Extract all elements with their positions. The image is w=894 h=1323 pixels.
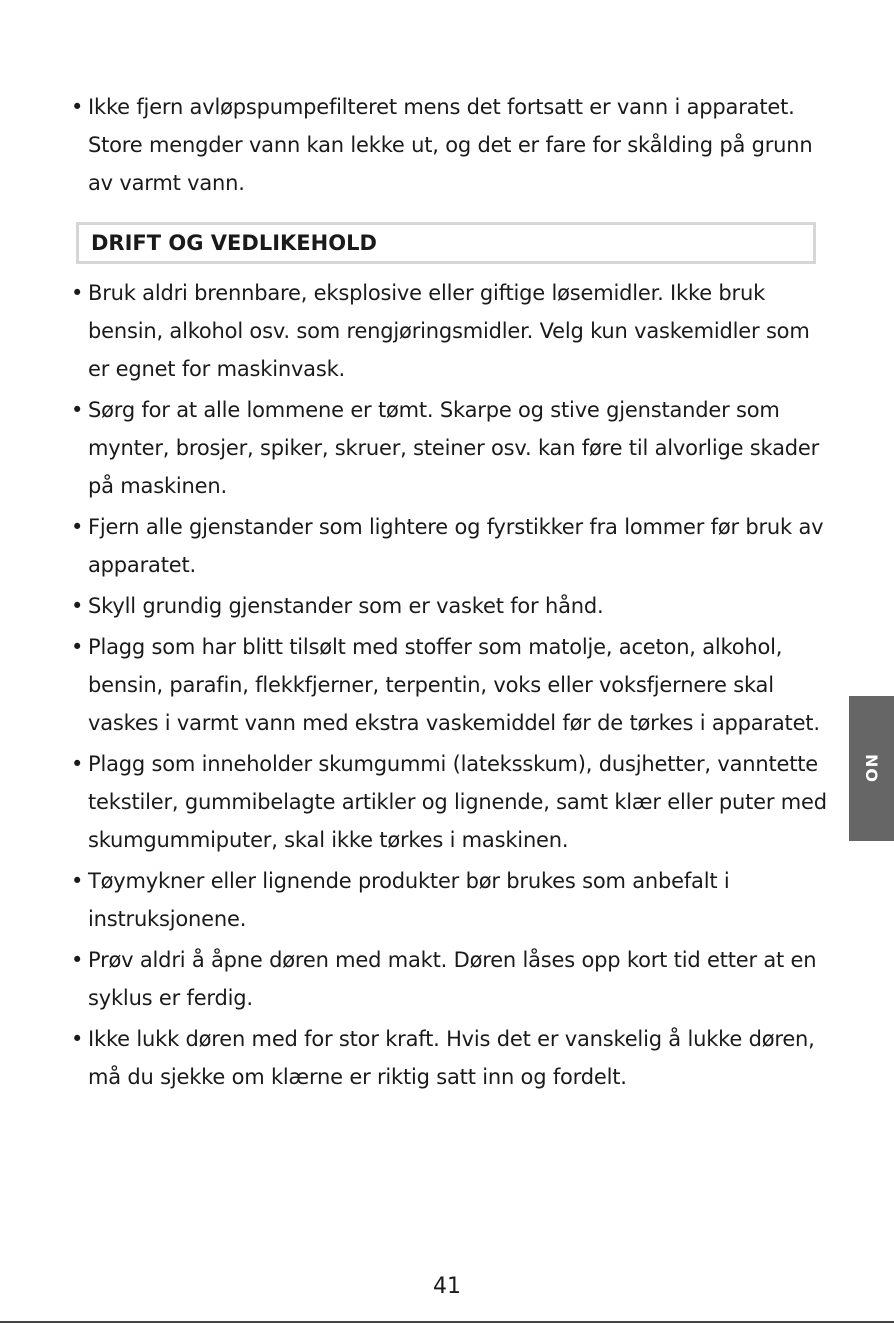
list-item: • Ikke lukk døren med for stor kraft. Hvis det er vanskelig å lukke døren, må du sjekke om klærne er riktig satt inn og fordelt.: [60, 1020, 830, 1096]
list-item: • Skyll grundig gjenstander som er vasket for hånd.: [60, 587, 830, 625]
list-item: • Tøymykner eller lignende produkter bør brukes som anbefalt i instruksjonene.: [60, 862, 830, 938]
list-item: • Bruk aldri brennbare, eksplosive eller giftige løsemidler. Ikke bruk bensin, alkohol osv. som rengjøringsmidler. Velg kun vaskemidler som er egnet for maskinvask.: [60, 274, 830, 388]
language-tab-label: NO: [862, 754, 881, 783]
list-item: • Ikke fjern avløpspumpefilteret mens det fortsatt er vann i apparatet. Store mengder vann kan lekke ut, og det er fare for skålding på grunn av varmt vann.: [60, 88, 830, 202]
list-item: • Plagg som har blitt tilsølt med stoffer som matolje, aceton, alkohol, bensin, parafin, flekkfjerner, terpentin, voks eller voksfjernere skal vaskes i varmt vann med ekstra vaskemiddel før de tørkes i apparatet.: [60, 628, 830, 742]
language-tab: [849, 696, 894, 841]
list-item: • Plagg som inneholder skumgummi (lateksskum), dusjhetter, vanntette tekstiler, gummibelagte artikler og lignende, samt klær eller puter med skumgummiputer, skal ikke tørkes i maskinen.: [60, 745, 830, 859]
section-header: [76, 222, 816, 264]
list-item: • Sørg for at alle lommene er tømt. Skarpe og stive gjenstander som mynter, brosjer, spiker, skruer, steiner osv. kan føre til alvorlige skader på maskinen.: [60, 391, 830, 505]
list-item: • Fjern alle gjenstander som lightere og fyrstikker fra lommer før bruk av apparatet.: [60, 508, 830, 584]
page-number: 41: [433, 1274, 461, 1299]
list-item: • Prøv aldri å åpne døren med makt. Døren låses opp kort tid etter at en syklus er ferdig.: [60, 941, 830, 1017]
section-title: DRIFT OG VEDLIKEHOLD: [91, 231, 377, 255]
page-content: [60, 88, 830, 1096]
